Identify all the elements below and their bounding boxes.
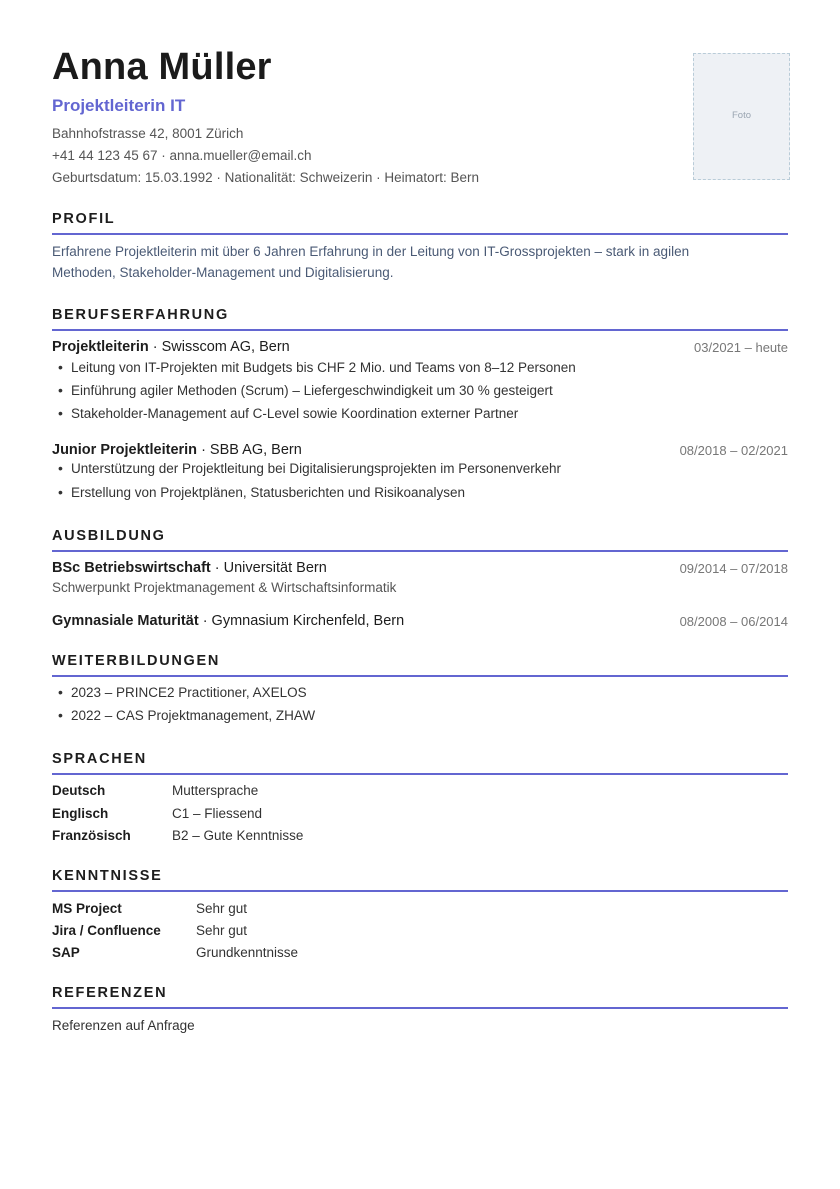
section-title-languages: SPRACHEN (52, 751, 788, 775)
skill-level: Grundkenntnisse (196, 945, 299, 960)
education-degree: Gymnasiale Maturität (52, 613, 199, 629)
language-level: Muttersprache (172, 783, 259, 798)
contact-personal-details: Geburtsdatum: 15.03.1992 · Nationalität: Schweizerin · Heimatort: Bern (52, 170, 479, 185)
section-title-references: REFERENZEN (52, 985, 788, 1009)
language-name: Französisch (52, 828, 131, 843)
experience-dates: 08/2018 – 02/2021 (679, 443, 788, 458)
section-title-experience: BERUFSERFAHRUNG (52, 307, 788, 331)
experience-bullet: • Stakeholder-Management auf C-Level sowie Koordination externer Partner (58, 406, 518, 421)
photo-label: Foto (731, 110, 751, 121)
language-name: Englisch (52, 806, 109, 821)
experience-role: Projektleiterin (52, 339, 149, 355)
experience-bullet: • Einführung agiler Methoden (Scrum) – Liefergeschwindigkeit um 30 % gesteigert (58, 383, 553, 398)
training-item: • 2022 – CAS Projektmanagement, ZHAW (58, 708, 315, 723)
section-title-profile: PROFIL (52, 211, 788, 235)
skill-name: Jira / Confluence (52, 923, 161, 938)
cv-name: Anna Müller (52, 46, 272, 88)
experience-role: Junior Projektleiterin (52, 442, 198, 458)
experience-bullet: • Unterstützung der Projektleitung bei Digitalisierungsprojekten im Personenverkehr (58, 461, 561, 476)
profile-text: Erfahrene Projektleiterin mit über 6 Jahren Erfahrung in der Leitung von IT-Grossprojekten – stark in agilen Methoden, Stakeholder-Management und Digitalisierung. (52, 244, 690, 280)
experience-entry-heading (52, 339, 788, 355)
experience-entry-heading (52, 442, 788, 458)
cv-job-title: Projektleiterin IT (52, 96, 186, 115)
experience-dates: 03/2021 – heute (694, 340, 788, 355)
skill-name: SAP (52, 945, 80, 960)
education-entry-heading (52, 613, 788, 629)
language-name: Deutsch (52, 783, 106, 798)
skill-name: MS Project (52, 901, 122, 916)
education-degree: BSc Betriebswirtschaft (52, 560, 211, 576)
experience-bullet: • Leitung von IT-Projekten mit Budgets bis CHF 2 Mio. und Teams von 8–12 Personen (58, 360, 576, 375)
section-title-skills: KENNTNISSE (52, 868, 788, 892)
language-level: C1 – Fliessend (172, 806, 263, 821)
education-school: · Universität Bern (210, 560, 327, 576)
experience-company: · Swisscom AG, Bern (148, 339, 290, 355)
education-entry-heading (52, 560, 788, 576)
education-dates: 09/2014 – 07/2018 (679, 561, 788, 576)
training-item: • 2023 – PRINCE2 Practitioner, AXELOS (58, 685, 307, 700)
contact-address: Bahnhofstrasse 42, 8001 Zürich (52, 126, 244, 141)
experience-bullet: • Erstellung von Projektplänen, Statusberichten und Risikoanalysen (58, 485, 465, 500)
section-title-training: WEITERBILDUNGEN (52, 653, 788, 677)
language-level: B2 – Gute Kenntnisse (172, 828, 304, 843)
photo-placeholder (693, 53, 790, 180)
experience-company: · SBB AG, Bern (197, 442, 302, 458)
contact-phone-email: +41 44 123 45 67 · anna.mueller@email.ch (52, 148, 312, 163)
education-school: · Gymnasium Kirchenfeld, Bern (198, 613, 405, 629)
section-title-education: AUSBILDUNG (52, 528, 788, 552)
education-detail: Schwerpunkt Projektmanagement & Wirtschaftsinformatik (52, 580, 397, 595)
education-dates: 08/2008 – 06/2014 (679, 614, 788, 629)
references-text: Referenzen auf Anfrage (52, 1018, 195, 1033)
skill-level: Sehr gut (196, 901, 248, 916)
skill-level: Sehr gut (196, 923, 248, 938)
